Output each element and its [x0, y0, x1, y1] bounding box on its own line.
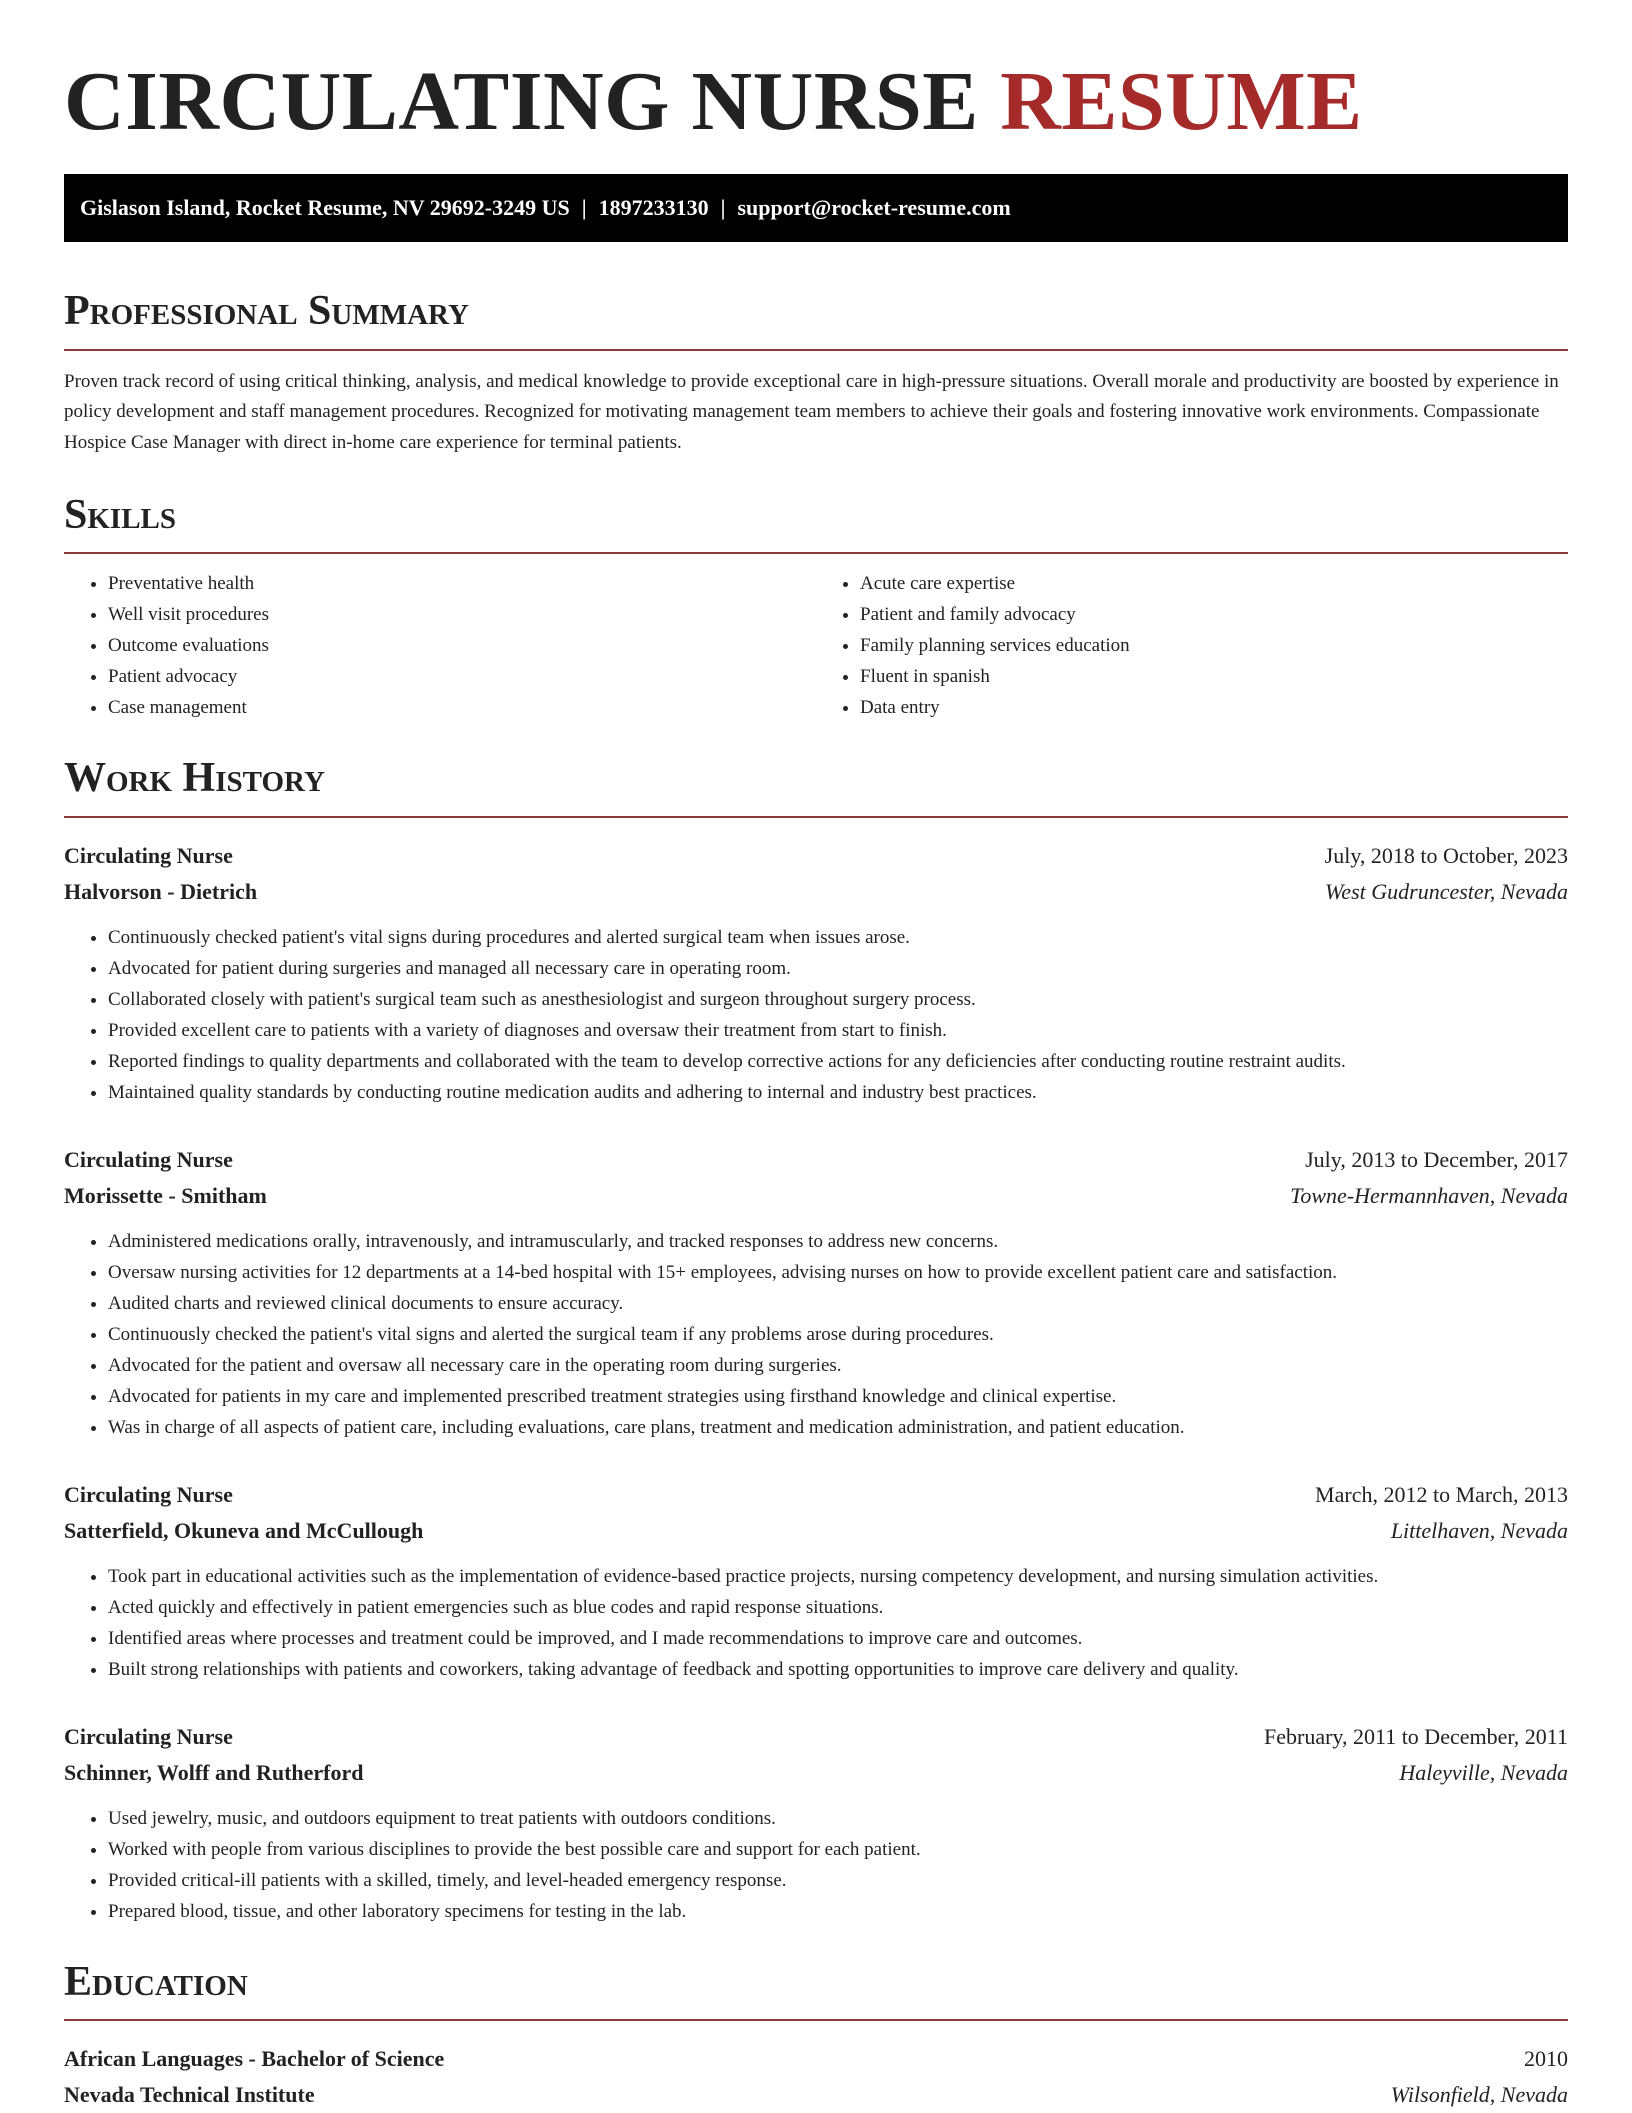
job-dates: February, 2011 to December, 2011 [1264, 1723, 1568, 1749]
education-section [64, 1957, 1568, 2113]
job-company: Schinner, Wolff and Rutherford [64, 1759, 364, 1785]
skill-item: • Fluent in spanish [860, 661, 1568, 692]
job-bullet: • Identified areas where processes and treatment could be improved, and I made recommendations to improve care and outcomes. [108, 1623, 1568, 1654]
title-accent: RESUME [1000, 55, 1363, 148]
job-bullet: • Maintained quality standards by conducting routine medication audits and adhering to internal and industry best practices. [108, 1077, 1568, 1108]
job-bullet: • Provided critical-ill patients with a skilled, timely, and level-headed emergency response. [108, 1865, 1568, 1896]
job-bullet: • Advocated for patients in my care and implemented prescribed treatment strategies using firsthand knowledge and clinical expertise. [108, 1381, 1568, 1412]
job-bullet: • Continuously checked the patient's vital signs and alerted the surgical team if any problems arose during procedures. [108, 1319, 1568, 1350]
job-entry [64, 1142, 1568, 1443]
skill-item: • Case management [108, 692, 816, 723]
contact-phone: 1897233130 [598, 195, 709, 221]
job-entry [64, 1719, 1568, 1927]
resume-title [64, 56, 1568, 148]
job-subheader [64, 1755, 1568, 1791]
job-dates: March, 2012 to March, 2013 [1315, 1481, 1568, 1507]
contact-email: support@rocket-resume.com [737, 195, 1011, 221]
job-bullet: • Prepared blood, tissue, and other laboratory specimens for testing in the lab. [108, 1896, 1568, 1927]
skill-item: • Patient and family advocacy [860, 599, 1568, 630]
work-history-section [64, 753, 1568, 1926]
education-entry [64, 2041, 1568, 2113]
job-subheader [64, 1178, 1568, 1214]
title-main: CIRCULATING NURSE [64, 55, 979, 148]
job-header [64, 1719, 1568, 1755]
job-bullet: • Advocated for patient during surgeries and managed all necessary care in operating room. [108, 953, 1568, 984]
contact-separator: | [581, 195, 587, 221]
job-entry [64, 838, 1568, 1108]
job-bullet: • Collaborated closely with patient's surgical team such as anesthesiologist and surgeon throughout surgery process. [108, 984, 1568, 1015]
skills-list-right [816, 568, 1568, 723]
contact-separator: | [720, 195, 726, 221]
job-bullets [64, 1561, 1568, 1685]
job-company: Satterfield, Okuneva and McCullough [64, 1517, 424, 1543]
job-location: Littelhaven, Nevada [1390, 1517, 1568, 1543]
job-header [64, 1477, 1568, 1513]
job-location: Haleyville, Nevada [1399, 1759, 1568, 1785]
job-role: Circulating Nurse [64, 842, 233, 868]
job-bullet: • Audited charts and reviewed clinical documents to ensure accuracy. [108, 1288, 1568, 1319]
job-bullet: • Advocated for the patient and oversaw all necessary care in the operating room during surgeries. [108, 1350, 1568, 1381]
job-bullets [64, 922, 1568, 1108]
job-header [64, 1142, 1568, 1178]
job-header [64, 838, 1568, 874]
job-bullet: • Administered medications orally, intravenously, and intramuscularly, and tracked responses to address new concerns. [108, 1226, 1568, 1257]
job-bullet: • Provided excellent care to patients with a variety of diagnoses and oversaw their treatment from start to finish. [108, 1015, 1568, 1046]
job-bullet: • Built strong relationships with patients and coworkers, taking advantage of feedback and spotting opportunities to improve care delivery and quality. [108, 1654, 1568, 1685]
job-subheader [64, 874, 1568, 910]
job-dates: July, 2013 to December, 2017 [1305, 1146, 1568, 1172]
job-bullets [64, 1803, 1568, 1927]
job-subheader [64, 1513, 1568, 1549]
skills-section [64, 490, 1568, 723]
skills-list-left [64, 568, 816, 723]
skill-item: • Preventative health [108, 568, 816, 599]
job-company: Morissette - Smitham [64, 1182, 267, 1208]
education-heading: Education [64, 1957, 1568, 2021]
job-company: Halvorson - Dietrich [64, 878, 258, 904]
skill-item: • Well visit procedures [108, 599, 816, 630]
job-bullet: • Worked with people from various disciplines to provide the best possible care and support for each patient. [108, 1834, 1568, 1865]
job-bullet: • Took part in educational activities such as the implementation of evidence-based practice projects, nursing competency development, and nursing simulation activities. [108, 1561, 1568, 1592]
contact-address: Gislason Island, Rocket Resume, NV 29692-3249 US [80, 195, 570, 221]
education-header [64, 2041, 1568, 2077]
job-role: Circulating Nurse [64, 1723, 233, 1749]
job-role: Circulating Nurse [64, 1146, 233, 1172]
job-bullet: • Continuously checked patient's vital signs during procedures and alerted surgical team when issues arose. [108, 922, 1568, 953]
summary-heading: Professional Summary [64, 286, 1568, 350]
skill-item: • Data entry [860, 692, 1568, 723]
skills-columns [64, 568, 1568, 723]
job-bullet: • Reported findings to quality departments and collaborated with the team to develop corrective actions for any deficiencies after conducting routine restraint audits. [108, 1046, 1568, 1077]
job-bullet: • Acted quickly and effectively in patient emergencies such as blue codes and rapid response situations. [108, 1592, 1568, 1623]
job-location: West Gudruncester, Nevada [1325, 878, 1568, 904]
skill-item: • Family planning services education [860, 630, 1568, 661]
work-history-heading: Work History [64, 753, 1568, 817]
summary-section [64, 286, 1568, 458]
education-degree: African Languages - Bachelor of Science [64, 2046, 445, 2072]
contact-bar [64, 174, 1568, 242]
job-bullet: • Oversaw nursing activities for 12 departments at a 14-bed hospital with 15+ employees, advising nurses on how to provide excellent patient care and satisfaction. [108, 1257, 1568, 1288]
summary-text: Proven track record of using critical thinking, analysis, and medical knowledge to provide exceptional care in high-pressure situations. Overall morale and productivity are boosted by experience in policy development and staff management procedures. Recognized for motivating management team members to achieve their goals and fostering innovative work environments. Compassionate Hospice Case Manager with direct in-home care experience for terminal patients. [64, 370, 1559, 453]
skill-item: • Acute care expertise [860, 568, 1568, 599]
skill-item: • Outcome evaluations [108, 630, 816, 661]
education-school: Nevada Technical Institute [64, 2082, 315, 2108]
education-location: Wilsonfield, Nevada [1390, 2082, 1568, 2108]
education-year: 2010 [1524, 2046, 1568, 2072]
job-role: Circulating Nurse [64, 1481, 233, 1507]
job-entry [64, 1477, 1568, 1685]
job-bullets [64, 1226, 1568, 1443]
education-subheader [64, 2077, 1568, 2113]
job-bullet: • Was in charge of all aspects of patient care, including evaluations, care plans, treatment and medication administration, and patient education. [108, 1412, 1568, 1443]
job-bullet: • Used jewelry, music, and outdoors equipment to treat patients with outdoors conditions. [108, 1803, 1568, 1834]
job-dates: July, 2018 to October, 2023 [1324, 842, 1568, 868]
job-location: Towne-Hermannhaven, Nevada [1290, 1182, 1568, 1208]
skill-item: • Patient advocacy [108, 661, 816, 692]
skills-heading: Skills [64, 490, 1568, 554]
